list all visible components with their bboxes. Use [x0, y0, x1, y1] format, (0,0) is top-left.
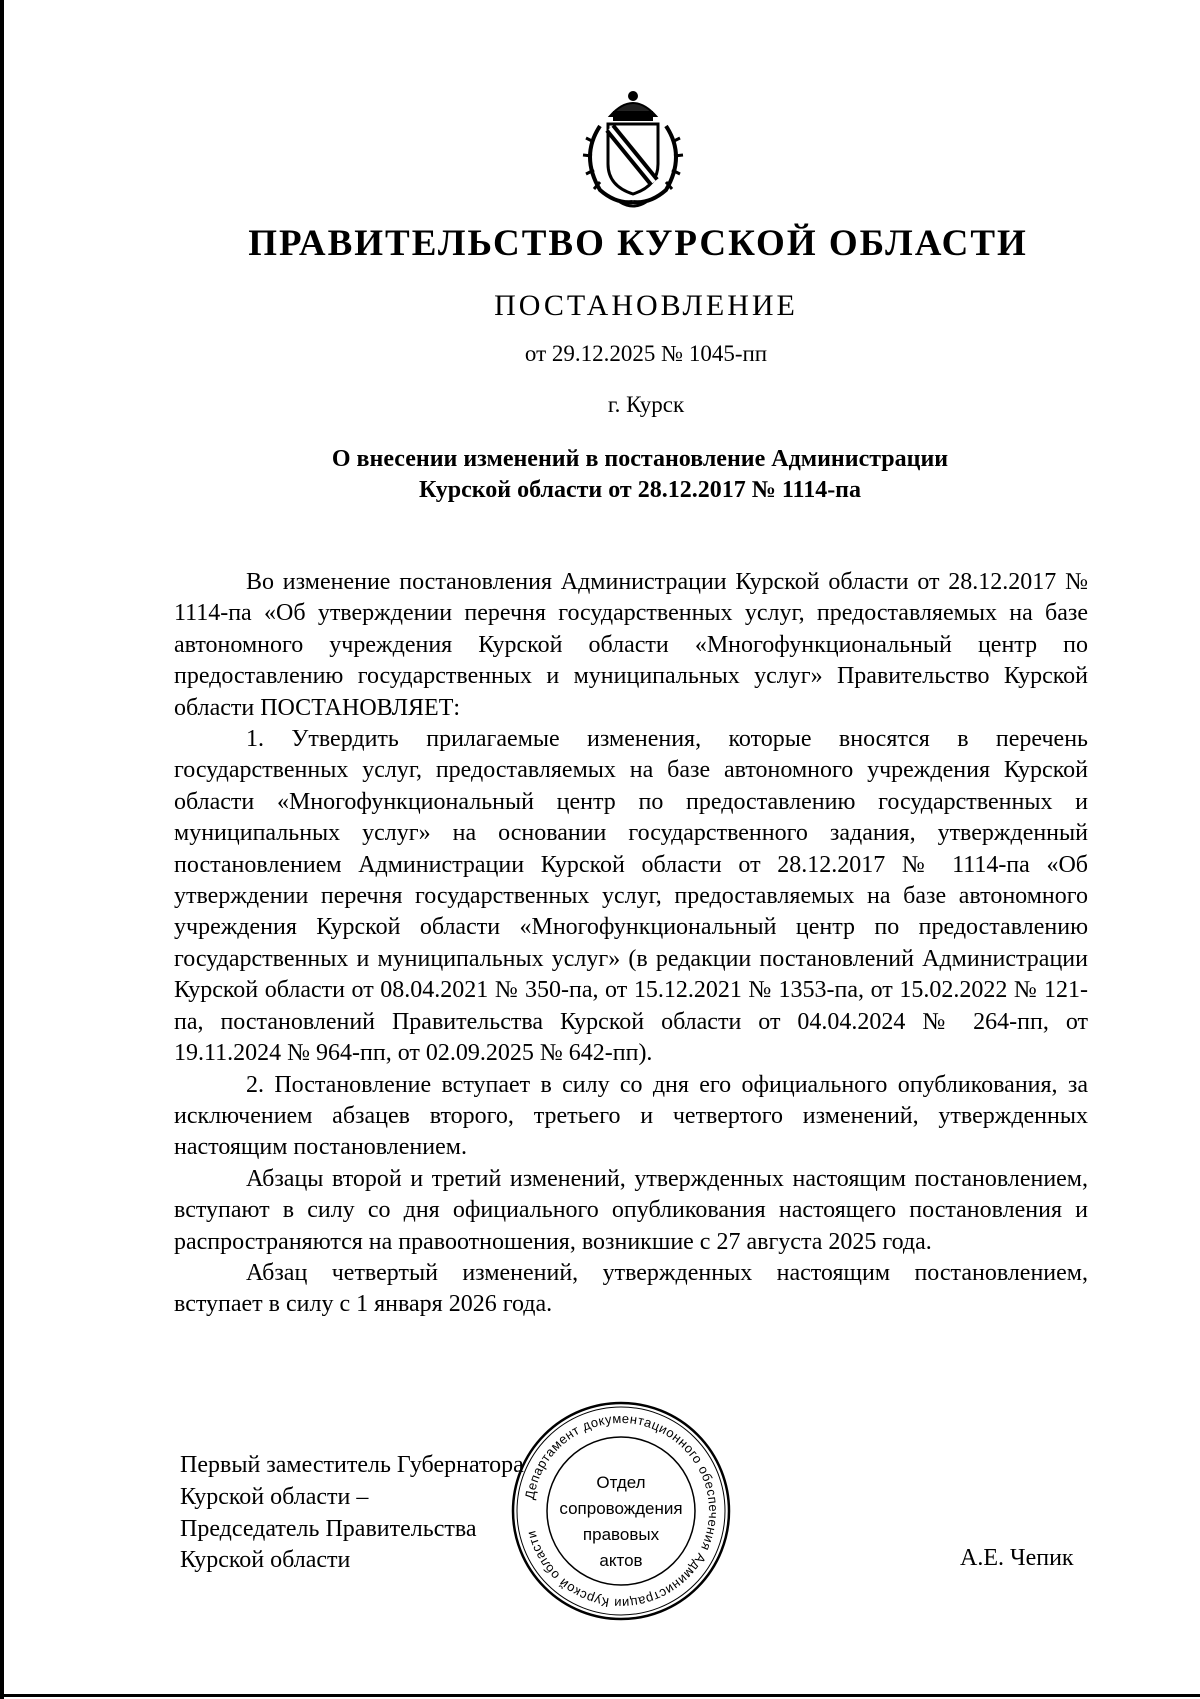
signature-position-line: Первый заместитель Губернатора [180, 1452, 524, 1478]
document-body [174, 567, 1088, 1321]
signature-position-line: Председатель Правительства [180, 1515, 477, 1542]
stamp-line: Отдел [596, 1473, 646, 1492]
scan-border-left [0, 0, 4, 1699]
coat-of-arms-emblem [570, 86, 696, 210]
subject-line: Курской области от 28.12.2017 № 1114-па [418, 477, 862, 503]
stamp-ring-text: Департамент документационного обеспечения Администрации Курской области [521, 1410, 722, 1612]
government-title: ПРАВИТЕЛЬСТВО КУРСКОЙ ОБЛАСТИ [248, 223, 1028, 264]
signer-name: А.Е. Чепик [960, 1545, 1074, 1571]
document-number: от 29.12.2025 № 1045-пп [524, 341, 768, 366]
document-type: ПОСТАНОВЛЕНИЕ [494, 289, 798, 322]
subject-line: О внесении изменений в постановление Администрации [331, 446, 949, 472]
document-subject [200, 444, 1080, 506]
body-paragraph: 1. Утвердить прилагаемые изменения, которые вносятся в перечень государственных услуг, предоставляемых на базе автономного учреждения Курской области «Многофункциональный центр по предоставлению государственных и муниципальных услуг» на основании государственного задания, утвержденный постановлением Администрации Курской области от 28.12.2017 № 1114-па «Об утверждении перечня государственных услуг, предоставляемых на базе автономного учреждения Курской области «Многофункциональный центр по предоставлению государственных и муниципальных услуг» (в редакции постановлений Администрации Курской области от 08.04.2021 № 350-па, от 15.12.2021 № 1353-па, от 15.02.2022 № 121-па, постановлений Правительства Курской области от 04.04.2024 № 264-пп, от 19.11.2024 № 964-пп, от 02.09.2025 № 642-пп). [174, 726, 1088, 1067]
document-city: г. Курск [607, 392, 685, 417]
signature-position [180, 1450, 524, 1577]
signature-position-line: Курской области – [180, 1483, 369, 1510]
body-paragraph: Абзац четвертый изменений, утвержденных настоящим постановлением, вступает в силу с 1 января 2026 года. [174, 1259, 1088, 1318]
body-paragraph: Во изменение постановления Администрации Курской области от 28.12.2017 № 1114-па «Об утверждении перечня государственных услуг, предоставляемых на базе автономного учреждения Курской области «Многофункциональный центр по предоставлению государственных и муниципальных услуг» Правительство Курской области ПОСТАНОВЛЯЕТ: [174, 569, 1088, 721]
stamp-line: актов [599, 1551, 643, 1570]
scan-border-bottom [0, 1694, 1200, 1697]
body-paragraph: Абзацы второй и третий изменений, утвержденных настоящим постановлением, вступают в силу со дня официального опубликования настоящего постановления и распространяются на правоотношения, возникшие с 27 августа 2025 года. [174, 1165, 1088, 1255]
stamp-line: правовых [582, 1525, 660, 1544]
stamp-line: сопровождения [559, 1499, 683, 1518]
body-paragraph: 2. Постановление вступает в силу со дня его официального опубликования, за исключением абзацев второго, третьего и четвертого изменений, утвержденных настоящим постановлением. [174, 1071, 1088, 1161]
stamp-center-text [552, 1470, 690, 1574]
signature-position-line: Курской области [180, 1547, 351, 1574]
